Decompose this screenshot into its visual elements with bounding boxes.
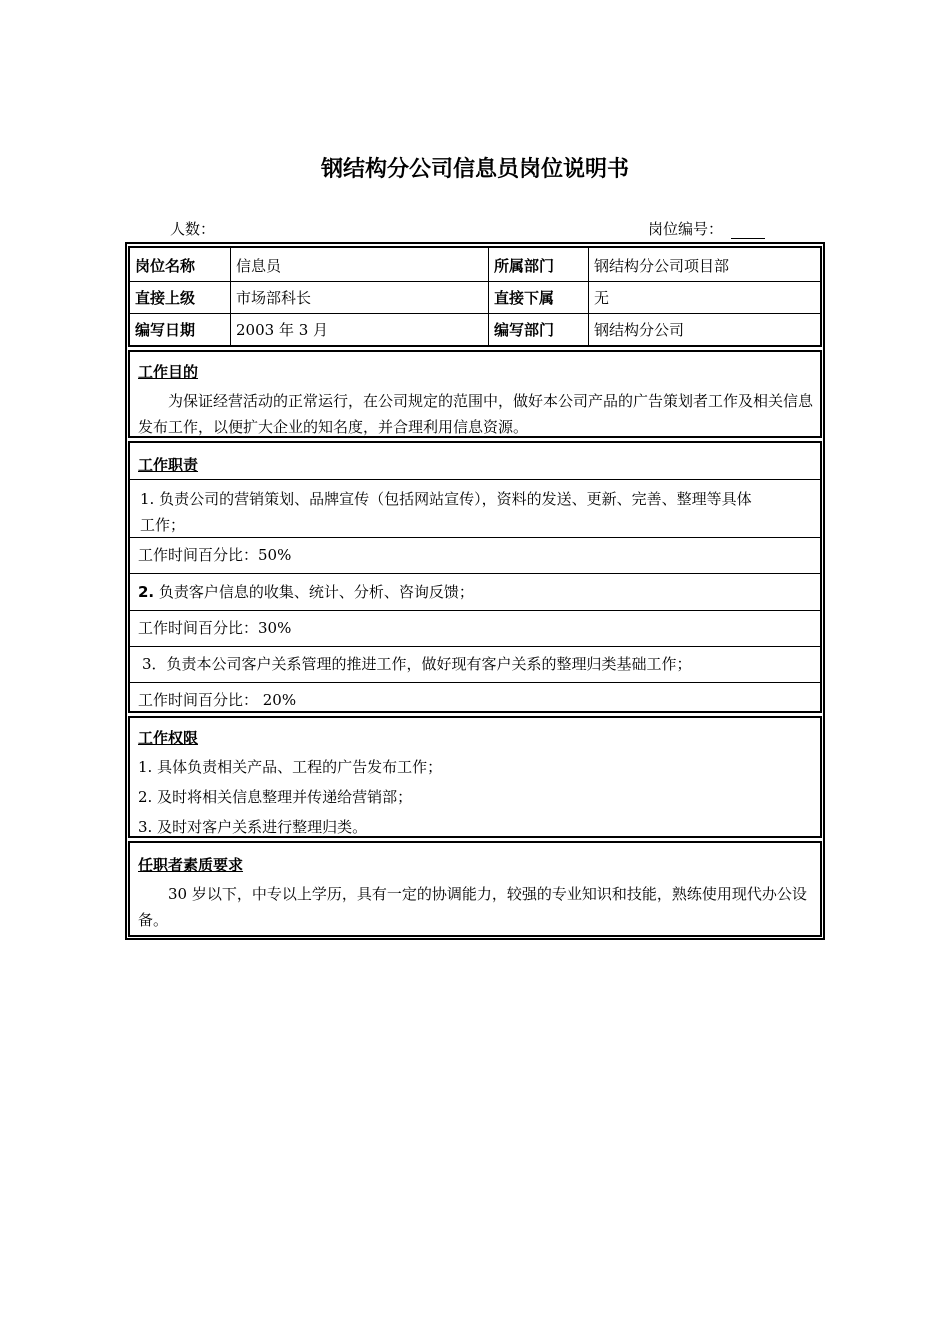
- purpose-heading: 工作目的: [138, 363, 199, 381]
- value-write-department: 钢结构分公司: [594, 321, 685, 339]
- duties-heading: 工作职责: [138, 456, 199, 474]
- value-department: 钢结构分公司项目部: [594, 257, 730, 275]
- authority-heading: 工作权限: [138, 729, 199, 747]
- authority-item-3: 3. 及时对客户关系进行整理归类。: [138, 818, 368, 836]
- value-supervisor: 市场部科长: [236, 289, 312, 307]
- row-divider: [130, 479, 820, 480]
- label-supervisor: 直接上级: [135, 289, 196, 307]
- section-purpose: [128, 350, 822, 438]
- qualification-heading: 任职者素质要求: [138, 856, 244, 874]
- duty-3-text: 3．负责本公司客户关系管理的推进工作，做好现有客户关系的整理归类基础工作；: [142, 655, 692, 673]
- page-title: 钢结构分公司信息员岗位说明书: [320, 157, 629, 182]
- row-divider: [130, 313, 820, 314]
- purpose-text: 为保证经营活动的正常运行，在公司规定的范围中，做好本公司产品的广告策划者工作及相关信息发布工作，以便扩大企业的知名度，并合理利用信息资源。: [138, 392, 814, 436]
- section-qualification: [128, 841, 822, 937]
- info-table: [128, 246, 822, 347]
- authority-item-1: 1. 具体负责相关产品、工程的广告发布工作；: [138, 758, 443, 776]
- col-divider: [488, 248, 489, 345]
- row-divider: [130, 281, 820, 282]
- col-divider: [230, 248, 231, 345]
- authority-item-2: 2. 及时将相关信息整理并传递给营销部；: [138, 788, 413, 806]
- duty-2-percent: 工作时间百分比：30%: [138, 619, 292, 637]
- duty-1-line1: 1. 负责公司的营销策划、品牌宣传（包括网站宣传），资料的发送、更新、完善、整理等具体: [140, 490, 752, 508]
- label-subordinate: 直接下属: [494, 289, 555, 307]
- label-department: 所属部门: [494, 257, 555, 275]
- duty-2-text: 负责客户信息的收集、统计、分析、咨询反馈；: [158, 583, 474, 601]
- position-number-label: 岗位编号：: [648, 220, 724, 238]
- row-divider: [130, 537, 820, 538]
- row-divider: [130, 646, 820, 647]
- value-position-name: 信息员: [236, 257, 282, 275]
- label-write-date: 编写日期: [135, 321, 196, 339]
- row-divider: [130, 610, 820, 611]
- duty-1-percent: 工作时间百分比：50%: [138, 546, 292, 564]
- position-number-blank: [731, 224, 765, 239]
- duty-2-number: 2.: [138, 583, 155, 601]
- label-write-department: 编写部门: [494, 321, 555, 339]
- row-divider: [130, 682, 820, 683]
- label-position-name: 岗位名称: [135, 257, 196, 275]
- section-duties: [128, 441, 822, 713]
- headcount-label: 人数：: [170, 220, 216, 238]
- duty-3-percent: 工作时间百分比： 20%: [138, 691, 297, 709]
- position-number: [648, 218, 765, 239]
- row-divider: [130, 573, 820, 574]
- col-divider: [588, 248, 589, 345]
- qualification-text: 30 岁以下，中专以上学历，具有一定的协调能力，较强的专业知识和技能，熟练使用现代办公设备。: [138, 885, 807, 929]
- duty-1-line2: 工作；: [140, 516, 186, 534]
- value-subordinate: 无: [594, 289, 610, 307]
- value-write-date: 2003 年 3 月: [236, 321, 329, 339]
- section-authority: [128, 716, 822, 838]
